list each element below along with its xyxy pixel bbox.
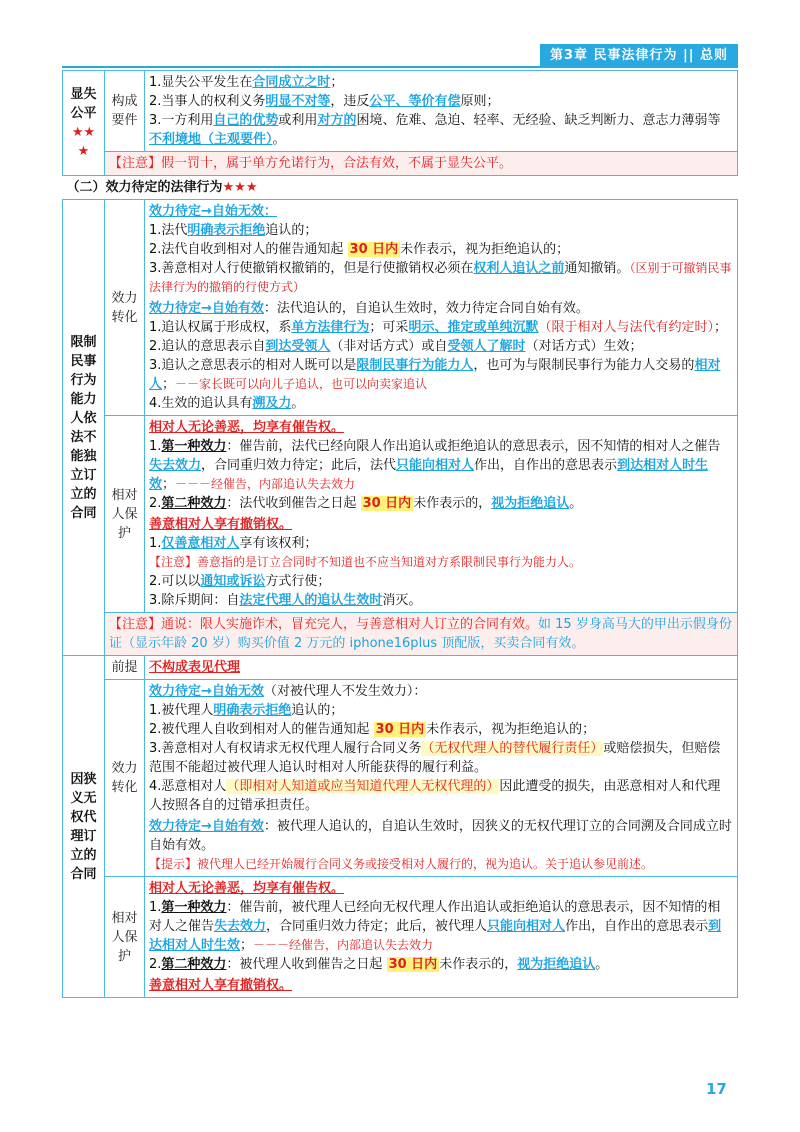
xianzhi-xd-content: [145, 416, 738, 613]
xianzhi-xl-a-head: 效力待定→自始无效：: [149, 204, 277, 219]
subtitle-row: [63, 176, 738, 200]
xianzhi-xl-b-2: 2.追认的意思表示自到达受领人（非对话方式）或自受领人了解时（对话方式）生效；: [149, 339, 643, 354]
kuangyi-xl-b-head: 效力待定→自始有效：被代理人追认的，自追认生效时，因狭义的无权代理订立的合同溯及合同成立时自始有效。: [149, 819, 732, 853]
kuangyi-qt: 不构成表见代理: [145, 656, 738, 680]
chapter-header: 第3章 民事法律行为 || 总则: [540, 44, 738, 68]
header-rule: [62, 66, 738, 68]
kuangyi-xl-a-3: 3.善意相对人有权请求无权代理人履行合同义务（无权代理人的替代履行责任）或赔偿损失，但赔偿范围不能超过被代理人追认时相对人所能获得的履行利益。: [149, 741, 721, 775]
kuangyi-title: 因狭义无权代理订立的合同: [63, 656, 105, 998]
stars-row2: ★: [77, 144, 90, 159]
kuangyi-qt-row: [63, 656, 738, 680]
xianzhi-xd-b-1: 1.仅善意相对人享有该权利；: [149, 536, 318, 551]
xianzhi-xd-row: [63, 416, 738, 613]
kuangyi-xd-a-head: 相对人无论善恶，均享有催告权。: [149, 881, 345, 896]
xianzhi-xl-a-1: 1.法代明确表示拒绝追认的；: [149, 223, 318, 238]
xianshi-content: [145, 71, 738, 152]
xianzhi-xl-b-3: 3.追认之意思表示的相对人既可以是限制民事行为能力人，也可为与限制民事行为能力人交易的相对人；－－家长既可以向儿子追认，也可以向卖家追认: [149, 358, 721, 392]
kuangyi-xd-content: [145, 877, 738, 998]
xianzhi-xd-a-2: 2.第二种效力：法代收到催告之日起 30 日内 未作表示的，视为拒绝追认。: [149, 496, 583, 511]
xianzhi-xl-a-2: 2.法代自收到相对人的催告通知起 30 日内 未作表示，视为拒绝追认的；: [149, 242, 570, 257]
stars-row1: ★★: [71, 125, 96, 140]
page-number: 17: [706, 1080, 727, 1098]
kuangyi-xl-row: [63, 680, 738, 877]
kuangyi-label-qt: 前提: [105, 656, 145, 680]
kuangyi-xl-b-note: 【提示】被代理人已经开始履行合同义务或接受相对人履行的，视为追认。关于追认参见前述。: [149, 857, 654, 871]
kuangyi-xd-a-2: 2.第二种效力：被代理人收到催告之日起 30 日内 未作表示的，视为拒绝追认。: [149, 957, 609, 972]
xianzhi-note: 【注意】通说：限人实施诈术，冒充完人，与善意相对人订立的合同有效。如 15 岁身高马大的甲出示假身份证（显示年龄 20 岁）购买价值 2 万元的 iphone16plus 顶配版，买卖合同有效。: [105, 613, 738, 656]
xianzhi-xd-a-head: 相对人无论善恶，均享有催告权。: [149, 420, 345, 435]
xianzhi-note-row: [63, 613, 738, 656]
xianzhi-label-xd: 相对人保护: [105, 416, 145, 613]
xianzhi-xl-content: [145, 200, 738, 416]
kuangyi-xl-a-4: 4.恶意相对人（即相对人知道或应当知道代理人无权代理的）因此遭受的损失，由恶意相对人和代理人按照各自的过错承担责任。: [149, 779, 721, 813]
kuangyi-xl-a-head: 效力待定→自始无效（对被代理人不发生效力）：: [149, 684, 427, 699]
xianzhi-xd-a-1: 1.第一种效力：催告前，法代已经向限人作出追认或拒绝追认的意思表示，因不知情的相对人之催告失去效力，合同重归效力待定；此后，法代只能向相对人作出，自作出的意思表示到达相对人时生效；－－－经催告，内部追认失去效力: [149, 439, 721, 492]
xianzhi-xd-b-3: 3.除斥期间：自法定代理人的追认生效时消灭。: [149, 593, 422, 608]
kuangyi-xd-a-1: 1.第一种效力：催告前，被代理人已经向无权代理人作出追认或拒绝追认的意思表示，因不知情的相对人之催告失去效力，合同重归效力待定；此后，被代理人只能向相对人作出，自作出的意思表示到达相对人时生效；－－－经催告，内部追认失去效力: [149, 900, 722, 953]
xianzhi-xl-b-1: 1.追认权属于形成权，系单方法律行为；可采明示、推定或单纯沉默（限于相对人与法代有约定时）；: [149, 320, 727, 335]
xianshi-line-3: 3.一方利用自己的优势或利用对方的困境、危难、急迫、轻率、无经验、缺乏判断力、意志力薄弱等不利境地（主观要件）。: [149, 113, 721, 147]
xianshi-title: 显失公平: [70, 87, 97, 121]
kuangyi-xd-b-head: 善意相对人享有撤销权。: [149, 978, 293, 993]
subtitle: （二）效力待定的法律行为★★★: [63, 176, 738, 200]
xianshi-line-1: 1.显失公平发生在合同成立之时；: [149, 75, 344, 90]
xianshi-title-cell: [63, 71, 105, 176]
xianzhi-xl-a-3: 3.善意相对人行使撤销权撤销的，但是行使撤销权必须在权利人追认之前通知撤销。（区别于可撤销民事法律行为的撤销的行使方式）: [149, 261, 732, 294]
xianzhi-xd-b-note: 【注意】善意指的是订立合同时不知道也不应当知道对方系限制民事行为能力人。: [149, 555, 582, 569]
kuangyi-xl-a-2: 2.被代理人自收到相对人的催告通知起 30 日内 未作表示，视为拒绝追认的；: [149, 722, 596, 737]
kuangyi-xl-content: [145, 680, 738, 877]
kuangyi-xl-a-1: 1.被代理人明确表示拒绝追认的；: [149, 703, 344, 718]
xianzhi-label-xl: 效力转化: [105, 200, 145, 416]
kuangyi-xd-row: [63, 877, 738, 998]
xianzhi-xl-row: [63, 200, 738, 416]
xianshi-line-2: 2.当事人的权利义务明显不对等，违反公平、等价有偿原则；: [149, 94, 500, 109]
doc-table: [62, 70, 738, 998]
kuangyi-label-xl: 效力转化: [105, 680, 145, 877]
xianzhi-xl-b-4: 4.生效的追认具有溯及力。: [149, 396, 305, 411]
xianshi-label: 构成要件: [105, 71, 145, 152]
xianshi-row: [63, 71, 738, 152]
xianzhi-xd-b-head: 善意相对人享有撤销权。: [149, 517, 293, 532]
xianshi-note: 【注意】假一罚十，属于单方允诺行为，合法有效，不属于显失公平。: [105, 152, 738, 176]
xianzhi-title: 限制民事行为能力人依法不能独立订立的合同: [63, 200, 105, 656]
xianzhi-xl-b-head: 效力待定→自始有效：法代追认的，自追认生效时，效力待定合同自始有效。: [149, 301, 589, 316]
xianshi-note-row: [63, 152, 738, 176]
kuangyi-label-xd: 相对人保护: [105, 877, 145, 998]
xianzhi-xd-b-2: 2.可以以通知或诉讼方式行使；: [149, 574, 331, 589]
